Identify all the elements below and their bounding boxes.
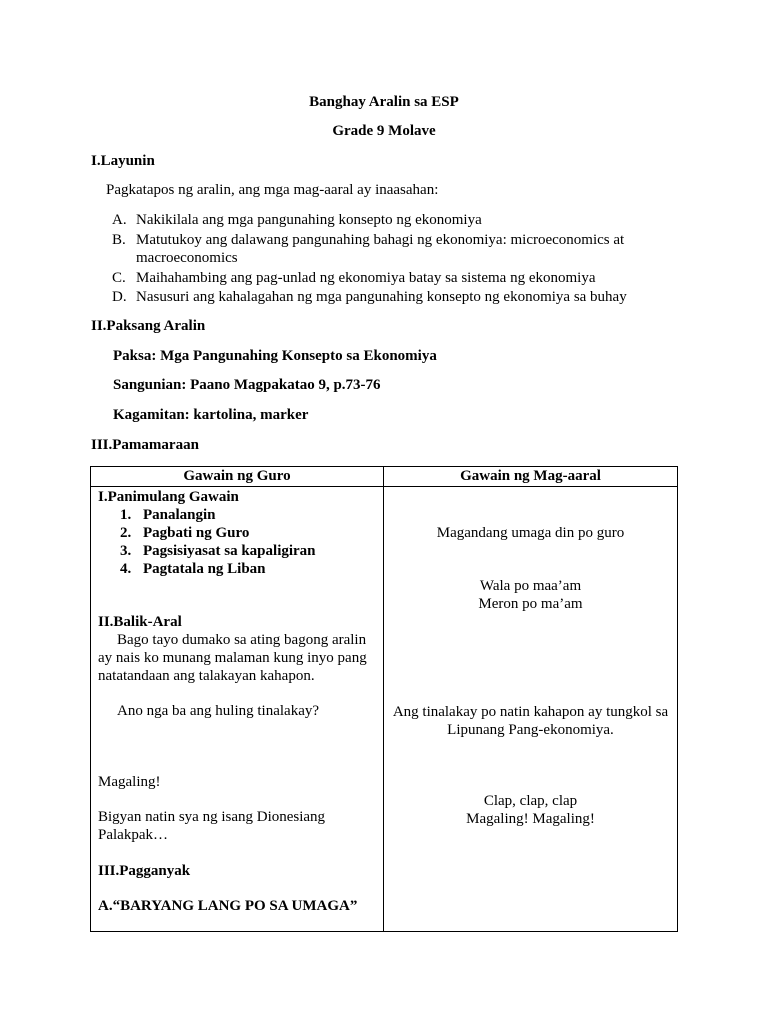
balik-aral-text: natatandaan ang talakayan kahapon. [98, 668, 315, 684]
paksang-aralin-heading: II.Paksang Aralin [91, 318, 206, 334]
objective-text: Maihahambing ang pag-unlad ng ekonomiya batay sa sistema ng ekonomiya [136, 270, 596, 286]
grade-section: Grade 9 Molave [332, 123, 436, 139]
balik-aral-text: Bago tayo dumako sa ating bagong aralin [117, 632, 367, 648]
step-number: 1. [120, 507, 132, 523]
step-number: 4. [120, 561, 132, 577]
magaaral-cell [384, 487, 678, 932]
student-clap: Clap, clap, clap [483, 793, 578, 809]
student-answer: Ang tinalakay po natin kahapon ay tungkol sa [392, 704, 669, 720]
table-header-row [91, 467, 678, 487]
objective-letter: B. [112, 232, 126, 248]
sangunian-line: Sangunian: Paano Magpakatao 9, p.73-76 [113, 377, 381, 393]
table-row [91, 487, 678, 932]
objective-letter: D. [112, 289, 127, 305]
layunin-intro: Pagkatapos ng aralin, ang mga mag-aaral ay inaasahan: [106, 182, 439, 198]
applause-instruction: Palakpak… [98, 827, 168, 843]
objective-text: Nasusuri ang kahalagahan ng mga pangunahing konsepto ng ekonomiya sa buhay [136, 289, 627, 305]
objective-text: Matutukoy ang dalawang pangunahing bahagi ng ekonomiya: microeconomics at [136, 232, 625, 248]
praise-text: Magaling! [98, 774, 161, 790]
review-question: Ano nga ba ang huling tinalakay? [117, 703, 320, 719]
panimulang-gawain-heading: I.Panimulang Gawain [98, 489, 239, 505]
pamamaraan-heading: III.Pamamaraan [91, 437, 199, 453]
paksa-line: Paksa: Mga Pangunahing Konsepto sa Ekonomiya [113, 348, 437, 364]
column-header-guro: Gawain ng Guro [91, 467, 384, 487]
student-clap: Magaling! Magaling! [466, 811, 595, 827]
student-attendance: Meron po ma’am [478, 596, 583, 612]
objective-letter: A. [112, 212, 127, 228]
column-header-magaaral: Gawain ng Mag-aaral [384, 467, 678, 487]
step-number: 2. [120, 525, 132, 541]
objective-letter: C. [112, 270, 126, 286]
step-text: Panalangin [143, 507, 216, 523]
kagamitan-line: Kagamitan: kartolina, marker [113, 407, 309, 423]
student-answer: Lipunang Pang-ekonomiya. [447, 722, 614, 738]
applause-instruction: Bigyan natin sya ng isang Dionesiang [98, 809, 326, 825]
guro-cell [91, 487, 384, 932]
objective-text: Nakikilala ang mga pangunahing konsepto ng ekonomiya [136, 212, 482, 228]
balik-aral-heading: II.Balik-Aral [98, 614, 182, 630]
balik-aral-text: ay nais ko munang malaman kung inyo pang [98, 650, 367, 666]
procedure-table [90, 466, 678, 932]
layunin-heading: I.Layunin [91, 153, 155, 169]
activity-a-title: A.“BARYANG LANG PO SA UMAGA” [98, 898, 358, 914]
objective-text-continued: macroeconomics [136, 250, 238, 266]
student-greeting: Magandang umaga din po guro [436, 525, 625, 541]
student-attendance: Wala po maa’am [479, 578, 582, 594]
step-text: Pagtatala ng Liban [143, 561, 266, 577]
step-text: Pagbati ng Guro [143, 525, 250, 541]
pagganyak-heading: III.Pagganyak [98, 863, 191, 879]
step-number: 3. [120, 543, 132, 559]
document-title: Banghay Aralin sa ESP [309, 94, 459, 110]
step-text: Pagsisiyasat sa kapaligiran [143, 543, 316, 559]
